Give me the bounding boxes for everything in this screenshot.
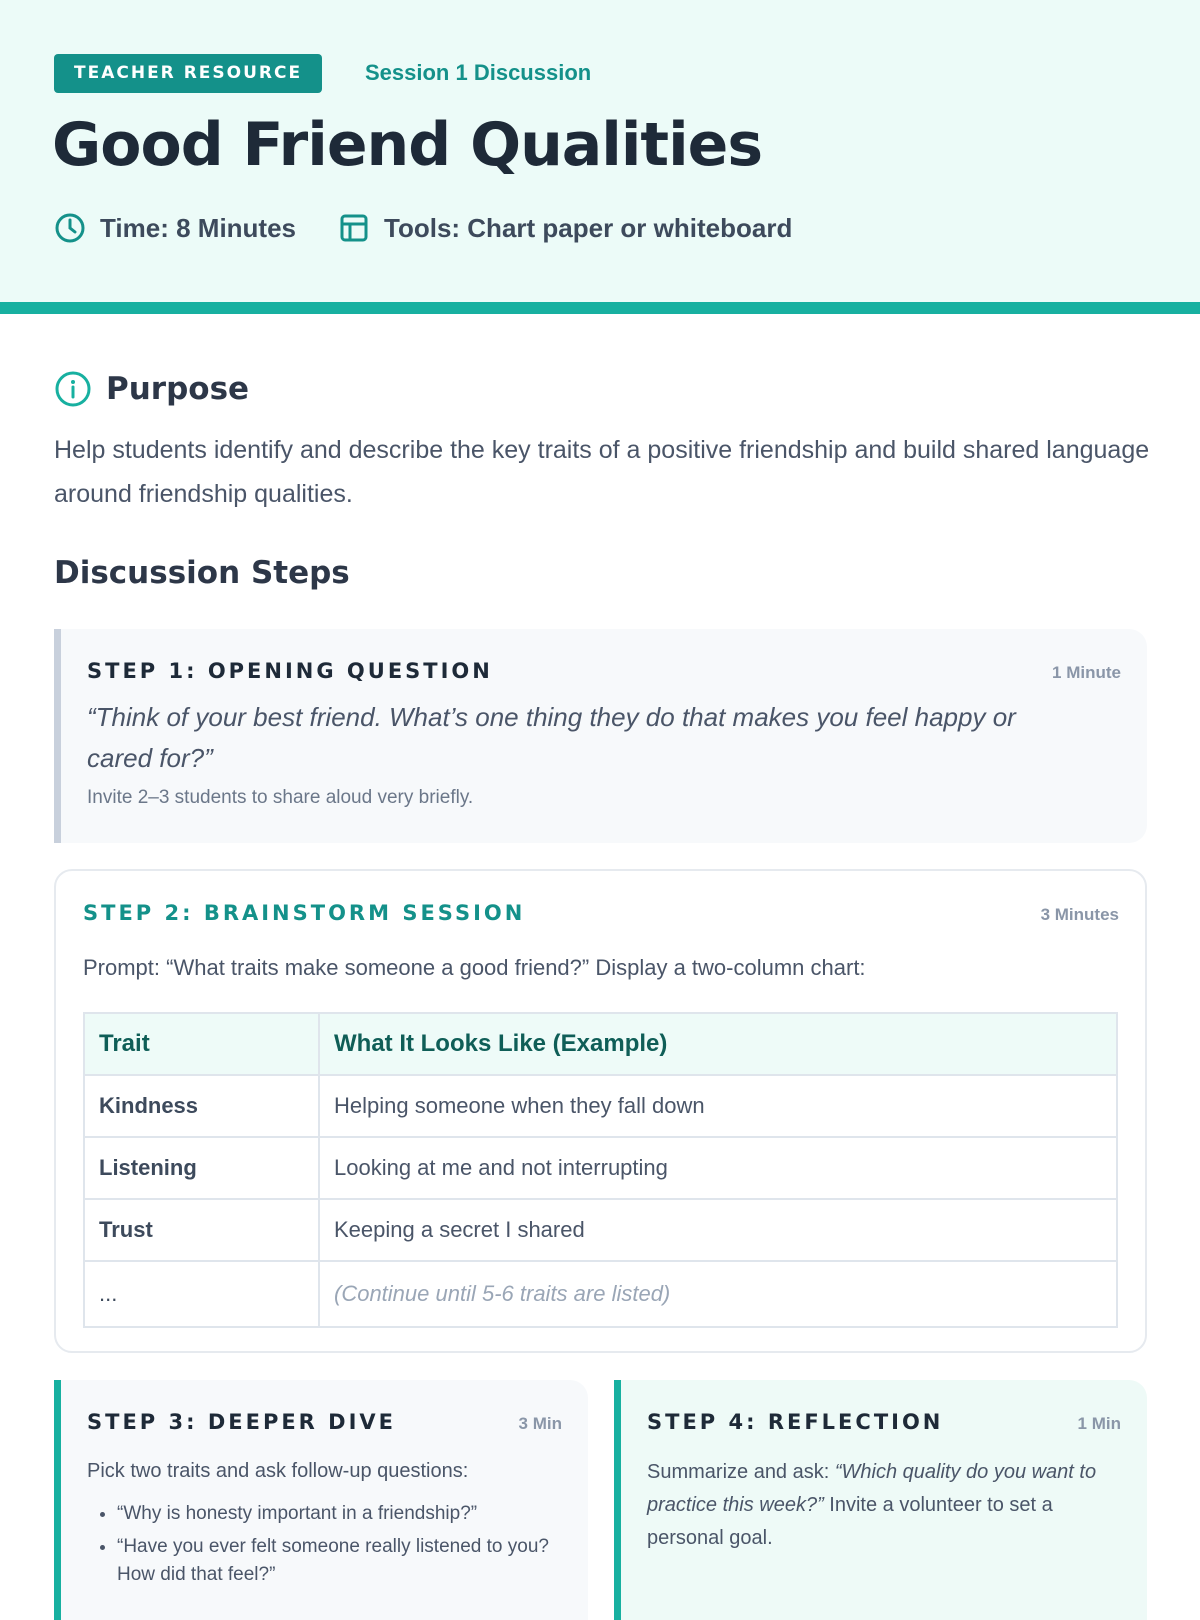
table-row xyxy=(84,1199,1117,1261)
step-4-question: “Which quality do you want to practice this week?” xyxy=(647,1461,1097,1516)
step-4-body xyxy=(647,1456,1127,1555)
step-4-label: STEP 4: REFLECTION xyxy=(647,1410,944,1434)
step-1-quote: “Think of your best friend. What’s one thing they do that makes you feel happy or cared for?” xyxy=(87,702,1016,773)
step-2-label: STEP 2: BRAINSTORM SESSION xyxy=(83,901,526,925)
list-item: • “Have you ever felt someone really listened to you? How did that feel?” xyxy=(117,1533,567,1589)
step-3-time: 3 Min xyxy=(518,1414,562,1433)
list-item: • “Why is honesty important in a friendship?” xyxy=(117,1500,567,1528)
table-row xyxy=(84,1261,1117,1327)
example-cell: Keeping a secret I shared xyxy=(319,1199,1117,1261)
step-3-label: STEP 3: DEEPER DIVE xyxy=(87,1410,396,1434)
info-icon xyxy=(54,370,92,408)
step-2-prompt: Prompt: “What traits make someone a good friend?” Display a two-column chart: xyxy=(83,955,866,980)
step-1-time: 1 Minute xyxy=(1052,663,1121,682)
tools-text: Tools: Chart paper or whiteboard xyxy=(384,212,793,243)
step-4-card xyxy=(614,1380,1147,1620)
time-meta xyxy=(54,210,296,246)
clock-icon xyxy=(54,212,86,244)
trait-cell: Listening xyxy=(84,1137,319,1199)
time-text: Time: 8 Minutes xyxy=(100,212,297,243)
step-3-card xyxy=(54,1380,588,1620)
trait-cell: Trust xyxy=(84,1199,319,1261)
table-row xyxy=(84,1075,1117,1137)
teacher-resource-badge: TEACHER RESOURCE xyxy=(54,54,322,93)
step-2-card xyxy=(54,869,1147,1353)
discussion-steps-heading: Discussion Steps xyxy=(54,555,350,591)
board-icon xyxy=(338,212,370,244)
table-row xyxy=(84,1137,1117,1199)
step-1-card xyxy=(54,629,1147,843)
trait-cell: ... xyxy=(84,1261,319,1327)
example-cell: (Continue until 5-6 traits are listed) xyxy=(319,1261,1117,1327)
tools-meta xyxy=(338,210,792,246)
step-2-time: 3 Minutes xyxy=(1040,905,1119,924)
step-4-time: 1 Min xyxy=(1077,1414,1121,1433)
step-4-text-after: Invite a volunteer to set a personal goal. xyxy=(647,1494,1053,1549)
page-header xyxy=(0,0,1200,302)
step-3-intro: Pick two traits and ask follow-up questions: xyxy=(87,1460,469,1482)
header-divider xyxy=(0,302,1200,314)
step-3-questions xyxy=(117,1500,567,1594)
table-header-example: What It Looks Like (Example) xyxy=(319,1013,1117,1075)
traits-table xyxy=(83,1012,1118,1328)
table-header-row xyxy=(84,1013,1117,1075)
purpose-text: Help students identify and describe the key traits of a positive friendship and build shared language around friendship qualities. xyxy=(54,436,1150,508)
step-1-label: STEP 1: OPENING QUESTION xyxy=(87,659,493,683)
step-4-text-before: Summarize and ask: xyxy=(647,1461,835,1483)
step-1-note: Invite 2–3 students to share aloud very briefly. xyxy=(87,787,474,808)
purpose-title: Purpose xyxy=(106,371,250,407)
session-label: Session 1 Discussion xyxy=(365,60,592,85)
trait-cell: Kindness xyxy=(84,1075,319,1137)
page-title: Good Friend Qualities xyxy=(52,110,763,180)
example-cell: Looking at me and not interrupting xyxy=(319,1137,1117,1199)
example-cell: Helping someone when they fall down xyxy=(319,1075,1117,1137)
purpose-heading xyxy=(54,370,249,408)
table-header-trait: Trait xyxy=(84,1013,319,1075)
